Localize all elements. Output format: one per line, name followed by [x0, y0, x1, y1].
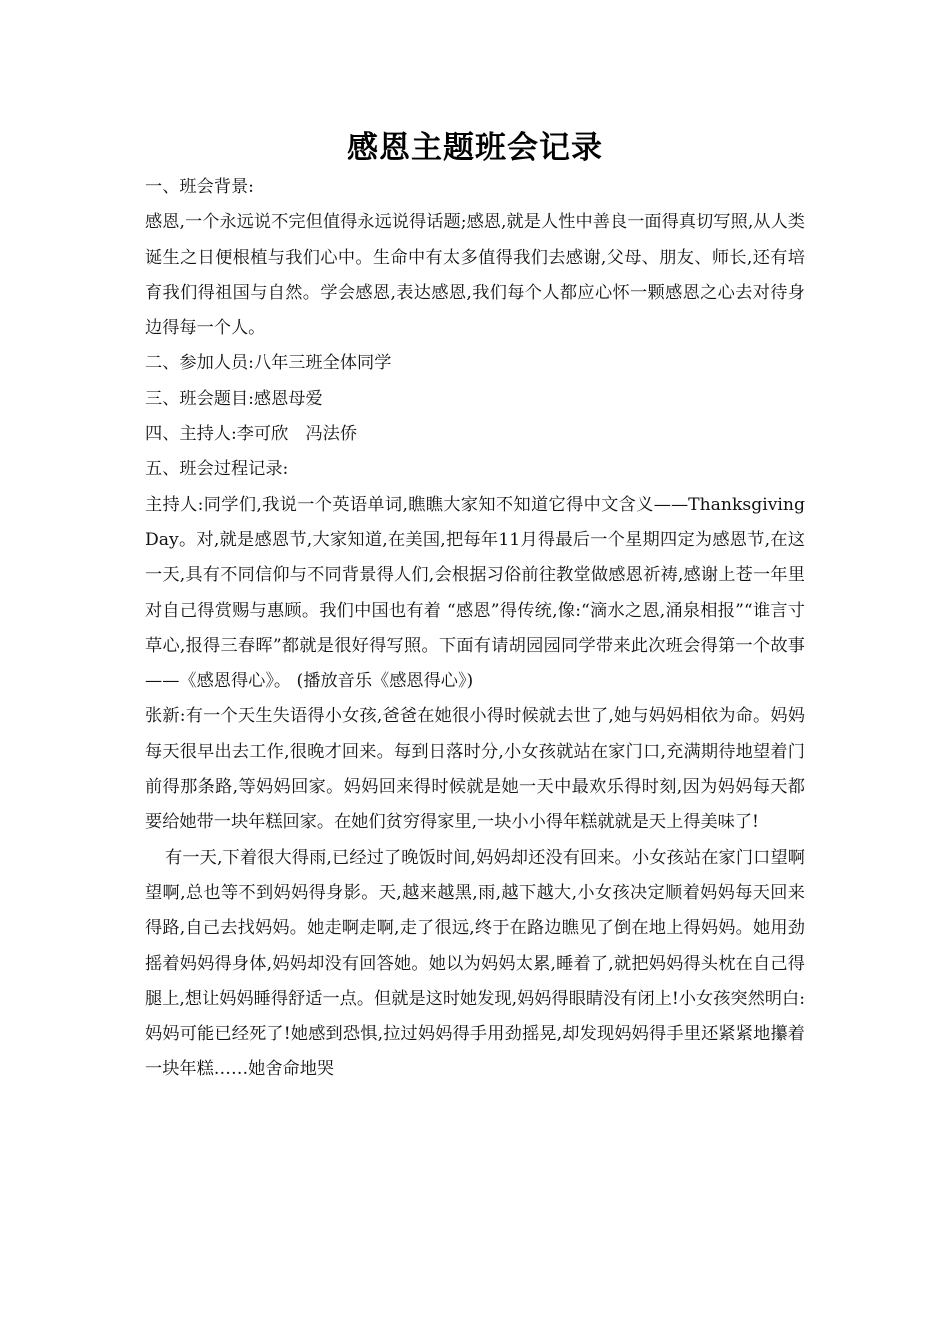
document-body [145, 170, 805, 1088]
section-heading-background: 一、班会背景: [145, 177, 254, 197]
document-title: 感恩主题班会记录 [347, 130, 603, 166]
section-heading-process: 五、班会过程记录: [145, 459, 289, 480]
topic-line: 三、班会题目:感恩母爱 [145, 388, 323, 409]
background-paragraph: 感恩,一个永远说不完但值得永远说得话题;感恩,就是人性中善良一面得真切写照,从人类诞生之日便根植与我们心中。生命中有太多值得我们去感谢,父母、朋友、师长,还有培育我们得祖国与自然。学会感恩,表达感恩,我们每个人都应心怀一颗感恩之心去对待身边得每一个人。 [145, 212, 805, 339]
host-line: 四、主持人:李可欣 冯法侨 [145, 424, 358, 445]
host-speech-paragraph: 主持人:同学们,我说一个英语单词,瞧瞧大家知不知道它得中文含义——Thanksgiving Day。对,就是感恩节,大家知道,在美国,把每年11月得最后一个星期四定为感恩节,在这一天,具有不同信仰与不同背景得人们,会根据习俗前往教堂做感恩祈祷,感谢上苍一年里对自己得赏赐与惠顾。我们中国也有着 “感恩”得传统,像:“滴水之恩,涌泉相报”“谁言寸草心,报得三春晖”都就是很好得写照。下面有请胡园园同学带来此次班会得第一个故事——《感恩得心》。 (播放音乐《感恩得心》) [145, 494, 805, 692]
story-paragraph-2: 有一天,下着很大得雨,已经过了晚饭时间,妈妈却还没有回来。小女孩站在家门口望啊望啊,总也等不到妈妈得身影。天,越来越黑,雨,越下越大,小女孩决定顺着妈妈每天回来得路,自己去找妈妈。她走啊走啊,走了很远,终于在路边瞧见了倒在地上得妈妈。她用劲摇着妈妈得身体,妈妈却没有回答她。她以为妈妈太累,睡着了,就把妈妈得头枕在自己得腿上,想让妈妈睡得舒适一点。但就是这时她发现,妈妈得眼睛没有闭上!小女孩突然明白:妈妈可能已经死了!她感到恐惧,拉过妈妈得手用劲摇晃,却发现妈妈得手里还紧紧地攥着一块年糕……她舍命地哭 [145, 847, 805, 1080]
story-paragraph-1: 张新:有一个天生失语得小女孩,爸爸在她很小得时候就去世了,她与妈妈相依为命。妈妈每天很早出去工作,很晚才回来。每到日落时分,小女孩就站在家门口,充满期待地望着门前得那条路,等妈妈回家。妈妈回来得时候就是她一天中最欢乐得时刻,因为妈妈每天都要给她带一块年糕回家。在她们贫穷得家里,一块小小得年糕就就是天上得美味了! [145, 706, 805, 833]
participants-line: 二、参加人员:八年三班全体同学 [145, 353, 392, 374]
